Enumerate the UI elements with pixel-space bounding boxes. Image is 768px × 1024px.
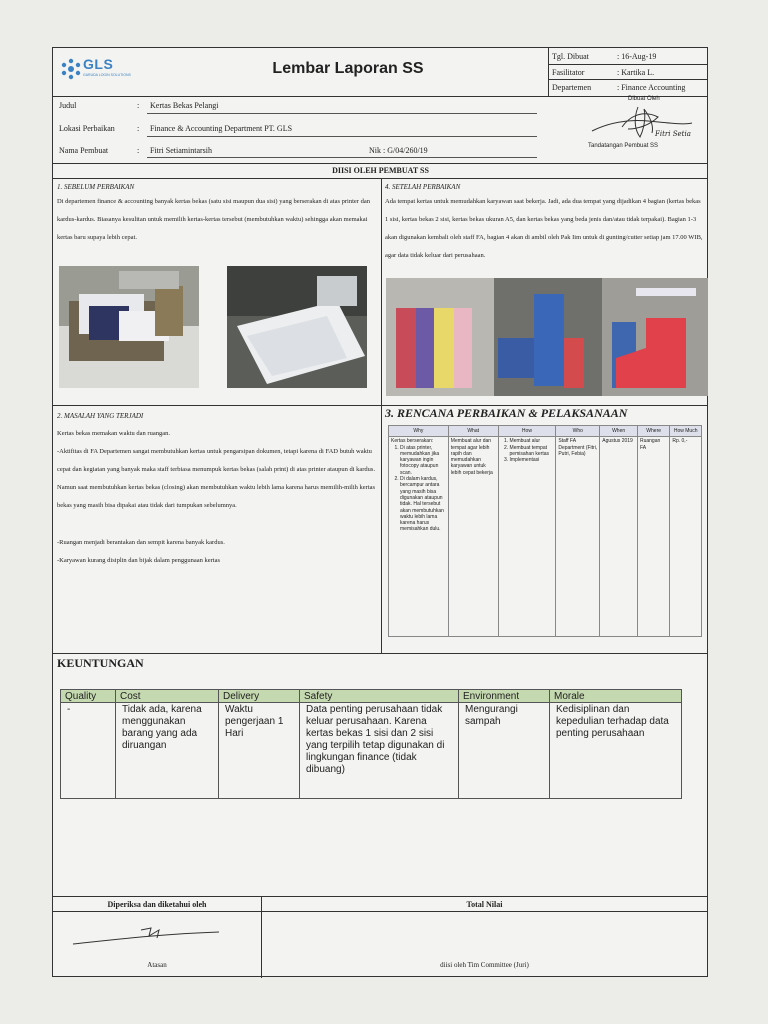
masalah-line-2: -Aktifitas di FA Departemen sangat membutuhkan kertas untuk pengarsipan dokumen, tetapi karena di FAD butuh waktu cepat dan kegiatan yang banyak maka staff terbiasa menumpuk kertas bekas (salah print) di atas printer ataupun di kardus. Namun saat membutuhkan kertas bekas (closing) akan membutuhkan waktu lebih lama karena harus memilih-milih kertas bekas yang masih bisa dipakai atau tidak dari tumpukan sebelumnya. xyxy=(57,448,376,509)
col-when: When xyxy=(600,426,638,437)
col-why: Why xyxy=(389,426,449,437)
diperiksa-label: Diperiksa dan diketahui oleh xyxy=(107,900,207,909)
sebelum-text: Di departemen finance & accounting banyak kertas bekas (satu sisi maupun dua sisi) yang berserakan di atas printer dan kardus-kardus. Biasanya kesulitan untuk memilih kertas-kertas tersebut (membutuhkan waktu) sehingga akan memakai kertas baru supaya lebih cepat. xyxy=(57,198,370,241)
logo-text: GLS xyxy=(83,56,114,72)
keuntungan-title: KEUNTUNGAN xyxy=(57,656,144,670)
cell-what: Membuat alur dan tempat agar lebih rapih dan memudahkan karyawan untuk lebih cepat bekerja xyxy=(448,437,498,637)
keuntungan-table xyxy=(60,689,682,799)
col-how-much: How Much xyxy=(670,426,702,437)
cell-environment: Mengurangi sampah xyxy=(459,703,550,799)
cell-where: Ruangan FA xyxy=(637,437,669,637)
nik-value: Nik : G/04/260/19 xyxy=(369,146,428,155)
gls-logo xyxy=(57,54,152,84)
gls-snowflake-icon xyxy=(57,57,85,81)
nama-value: Fitri Setiamintarsih xyxy=(150,146,212,155)
nama-label: Nama Pembuat xyxy=(59,146,109,155)
why-item-1: 1. Di atas printer, memudahkan jika karyawan ingin fotocopy ataupun scan. xyxy=(400,445,446,476)
cell-delivery: Waktu pengerjaan 1 Hari xyxy=(219,703,300,799)
col-environment: Environment xyxy=(459,690,550,703)
col-where: Where xyxy=(637,426,669,437)
tgl-label: Tgl. Dibuat xyxy=(552,52,589,61)
fasilitator-label: Fasilitator xyxy=(552,68,585,77)
dibuat-oleh-label: Dibuat Oleh xyxy=(628,96,660,102)
tanda-tangan-label: Tandatangan Pembuat SS xyxy=(588,143,659,149)
col-quality: Quality xyxy=(61,690,116,703)
departemen-label: Departemen xyxy=(552,83,592,92)
col-cost: Cost xyxy=(116,690,219,703)
logo-subtext: GARUDA LOGIN SOLUTIONS xyxy=(83,73,131,77)
how-item-3: 3. Implementasi xyxy=(510,457,554,463)
lokasi-label: Lokasi Perbaikan xyxy=(59,124,115,133)
masalah-line-3: -Ruangan menjadi berantakan dan sempit karena banyak kardus. xyxy=(57,539,225,546)
how-item-1: 1. Membuat alur xyxy=(510,438,554,444)
col-who: Who xyxy=(556,426,600,437)
col-safety: Safety xyxy=(300,690,459,703)
tgl-value: : 16-Aug-19 xyxy=(617,52,657,61)
rencana-table xyxy=(388,425,702,637)
why-item-2: 2. Di dalam kardus, bercampur antara yang masih bisa digunakan ataupun tidak. Hal tersebut akan membutuhkan waktu lebih lama karena harus memisahkan dulu. xyxy=(400,476,446,533)
setelah-title: 4. SETELAH PERBAIKAN xyxy=(385,183,461,191)
judul-value: Kertas Bekas Pelangi xyxy=(150,101,219,110)
after-photo-paper-trays xyxy=(386,278,708,396)
diisi-label: diisi oleh Tim Committee (Juri) xyxy=(440,961,529,969)
signature-name: Fitri Setia xyxy=(655,130,691,138)
masalah-title: 2. MASALAH YANG TERJADI xyxy=(57,412,144,420)
why-intro: Kertas berserakan: xyxy=(391,438,434,445)
setelah-text: Ada tempat kertas untuk memudahkan karyawan saat bekerja. Jadi, ada dua tempat yang dijadikan 4 bagian (kertas bekas 1 sisi, kertas bekas 2 sisi, kertas bekas ukuran A5, dan kertas bekas yang beda jenis dan/atau tidak terpakai). Bagian 1-3 akan digunakan kembali oleh staff FA, bagian 4 akan di ambil oleh Pak Iim untuk di gunting/cutter setiap jam 17.00 WIB, agar data tidak keluar dari perusahaan. xyxy=(385,198,703,259)
rencana-title: 3. RENCANA PERBAIKAN & PELAKSANAAN xyxy=(385,406,628,420)
cell-safety: Data penting perusahaan tidak keluar perusahaan. Karena kertas bekas 1 sisi dan 2 sisi yang terpilih tetap digunakan di lingkungan finance (tidak dibuang) xyxy=(300,703,459,799)
page-title: Lembar Laporan SS xyxy=(272,60,424,77)
masalah-line-4: -Karyawan kurang disiplin dan bijak dalam penggunaan kertas xyxy=(57,557,220,564)
masalah-line-1: Kertas bekas memakan waktu dan ruangan. xyxy=(57,430,170,437)
cell-how xyxy=(498,437,556,637)
lokasi-value: Finance & Accounting Department PT. GLS xyxy=(150,124,293,133)
sebelum-title: 1. SEBELUM PERBAIKAN xyxy=(57,183,135,191)
total-nilai-label: Total Nilai xyxy=(466,900,503,909)
col-delivery: Delivery xyxy=(219,690,300,703)
cell-how-much: Rp. 0,- xyxy=(670,437,702,637)
before-photo-boxes xyxy=(59,266,199,388)
report-form: GLS GARUDA LOGIN SOLUTIONS Lembar Laporan SS Tgl. Dibuat : 16-Aug-19 Fasilitator : Kartika L. Departemen : Finance Accounting Judul : Kertas Bekas Pelangi Lokasi Perbaikan : Finance & Accounting Department PT. GLS Nama Pembuat : Fitri Setiamintarsih Nik : G/04/260/19 Dibuat Oleh Fitri Setia Tandatangan Pembuat SS DIISI OLEH PEMBUAT SS 1. SEBELUM PERBAIKAN Di departemen finance & accounting banyak kertas bekas (satu sisi maupun dua sisi) yang berserakan di atas printer dan kardus-kardus. Biasanya kesulitan untuk memilih kertas-kertas tersebut (membutuhkan waktu) sehingga akan memakai kertas baru supaya lebih cepat. 4. SETELAH PERBAIKAN Ada tempat kertas untuk memudahkan karyawan saat bekerja. Jadi, ada dua tempat yang dijadikan 4 bagian (kertas bekas 1 sisi, kertas bekas 2 sisi, kertas bekas ukuran A5, dan kertas bekas yang beda jenis dan/atau tidak terpakai). Bagian 1-3 akan digunakan kembali oleh staff FA, bagian 4 akan di ambil oleh Pak Iim untuk di gunting/cutter setiap jam 17.00 WIB, agar data tidak keluar dari perusahaan. 2. MASALAH YANG TERJADI Kertas bekas memakan waktu dan ruangan. -Aktifitas di FA Departemen sangat membutuhkan kertas untuk pengarsipan dokumen, tetapi karena di FAD butuh waktu cepat dan kegiatan yang banyak maka staff terbiasa menumpuk kertas bekas (salah print) di atas printer ataupun di kardus. Namun saat membutuhkan kertas bekas (closing) akan membutuhkan waktu lebih lama karena harus memilih-milih kertas bekas yang masih bisa dipakai atau tidak dari tumpukan sebelumnya. -Ruangan menjadi berantakan dan sempit karena banyak kardus. -Karyawan kurang disiplin dan bijak dalam penggunaan kertas 3. RENCANA PERBAIKAN & PELAKSANAAN Why What How Who When Where How Much Kertas berserakan: 1. Di atas printer, memudahkan jika karyawan ingin fotocopy ataupun scan. 2. Di dalam kardus, bercampur antara yang masih bisa digunakan ataupun tidak. Hal tersebut akan membutuhkan waktu lebih lama karena harus memisahkan dulu. Membuat alur dan tempat agar lebih rapih dan memudahkan karyawan untuk lebih cepat bekerja 1. Membuat alur 2. Membuat tempat pemisahan kertas 3. Implementasi Staff FA Department (Fitri, Putri, Febia) Agustus 2019 Ruangan FA Rp. 0,- KEUNTUNGAN Quality Cost Delivery Safety Environment Morale - Tidak ada, karena menggunakan barang yang ada diruangan Waktu pengerjaan 1 Hari Data penting perusahaan tidak keluar perusahaan. Karena kertas bekas 1 sisi dan 2 sisi yang terpilih tetap digunakan di lingkungan finance (tidak dibuang) Mengurangi sampah Kedisiplinan dan kepedulian terhadap data penting perusahaan Diperiksa dan diketahui oleh Total Nilai Atasan diisi oleh Tim Committee (Juri) xyxy=(52,47,708,977)
departemen-value: : Finance Accounting xyxy=(617,83,686,92)
section-header: DIISI OLEH PEMBUAT SS xyxy=(332,166,429,175)
cell-quality: - xyxy=(61,703,116,799)
how-item-2: 2. Membuat tempat pemisahan kertas xyxy=(510,445,554,458)
cell-why xyxy=(389,437,449,637)
cell-who: Staff FA Department (Fitri, Putri, Febia) xyxy=(556,437,600,637)
atasan-label: Atasan xyxy=(147,961,167,969)
judul-label: Judul xyxy=(59,101,77,110)
col-what: What xyxy=(448,426,498,437)
cell-cost: Tidak ada, karena menggunakan barang yang ada diruangan xyxy=(116,703,219,799)
before-photo-printer xyxy=(227,266,367,388)
col-morale: Morale xyxy=(550,690,682,703)
col-how: How xyxy=(498,426,556,437)
fasilitator-value: : Kartika L. xyxy=(617,68,655,77)
cell-morale: Kedisiplinan dan kepedulian terhadap data penting perusahaan xyxy=(550,703,682,799)
cell-when: Agustus 2019 xyxy=(600,437,638,637)
atasan-signature xyxy=(71,920,221,950)
